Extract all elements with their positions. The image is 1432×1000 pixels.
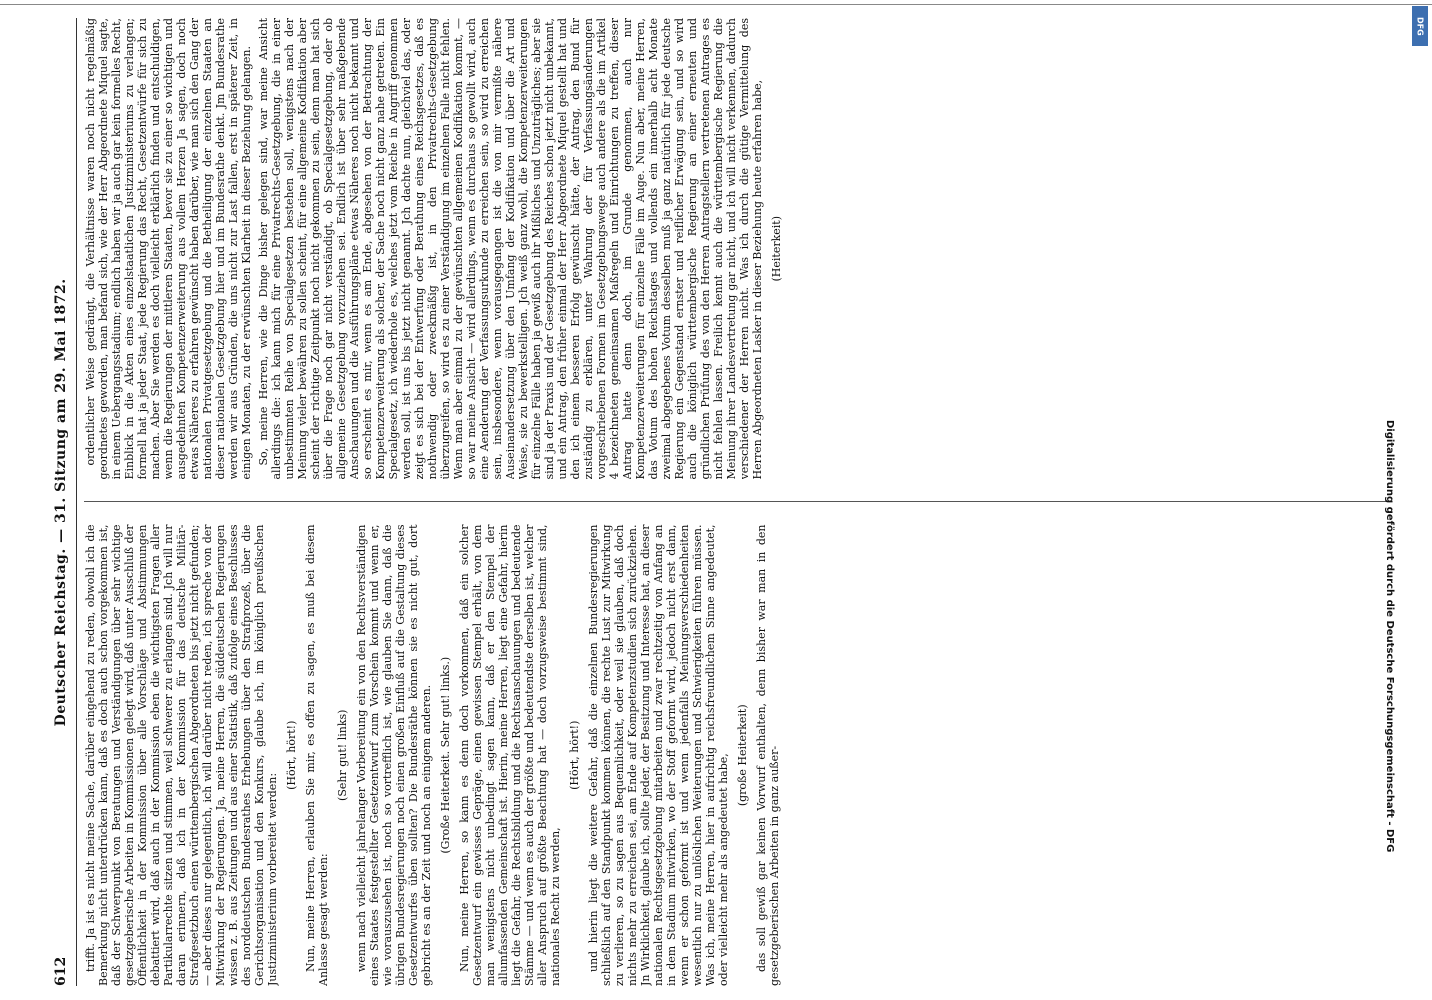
page-number: 612 [53,956,69,986]
digitization-credit: Digitalisierung gefördert durch die Deutsche Forschungsgemeinschaft - DFG [1384,420,1395,853]
interjection: (große Heiterkeit) [736,704,749,807]
column-divider [84,502,1390,503]
paragraph: wenn nach vielleicht jahrelanger Vorbereitung ein von den Rechtsverständigen eines Staates festgestellter Gesetzentwurf zum Vorschein kommt und wenn er, wie vorauszusehen ist, noch so vortrefflich ist, wie glauben Sie dann, daß die übrigen Bundesregierungen noch einen großen Einfluß auf die Gestaltung dieses Gesetzentwurfes üben sollten? Die Bundesräthe können sie es nicht gut, dort gebricht es an der Zeit und noch an einigem anderen. [355,524,433,986]
interjection: (Heiterkeit) [770,216,783,282]
paragraph: trifft. Ja ist es nicht meine Sache, darüber eingehend zu reden, obwohl ich die Bemerkung nicht unterdrücken kann, daß es doch auch schon vorgekommen ist, daß der Schwerpunkt von Beratungen und Verständigungen über sehr wichtige gesetzgeberische Arbeiten in Kommissionen gelegt wird, daß unter Ausschluß der Öffentlichkeit in der Kommission über alle Vorschläge und Abstimmungen debattiert wird, daß auch in der Kommission eben die wichtigsten Fragen aller Partikularrechte sitzen und stimmen, weil schwerer zu erlangen sind. Jch will nur daran erinnern, daß ich in der Kommission für das deutsche Militär-Strafgesetzbuch einen württembergischen Abgeordneten bis jetzt nicht gefunden; — aber dieses nur gelegentlich, ich will darüber nicht reden, ich spreche von der Mitwirkung der Regierungen. Ja, meine Herren, die süddeutschen Regierungen wissen z. B. aus Zeitungen und aus einer Statistik, daß zufolge eines Beschlusses des norddeutschen Bundesrathes Erhebungen über den Strafprozeß, über die Gerichtsorganisation und den Konkurs, glaube ich, im königlich preußischen Justizministerium vorbereitet werden: [84,524,279,986]
paragraph: und hierin liegt die weitere Gefahr, daß die einzelnen Bundesregierungen schließlich auf den Standpunkt kommen können, die rechte Lust zur Mitwirkung zu verlieren, so zu sagen aus Bequemlichkeit, oder weil sie glauben, daß doch nichts mehr zu erreichen sei, am Ende auf Kompetenzstudien sich zurückziehen. Jn Wirklichkeit, glaube ich, sollte jeder, der Besitzung und Interesse hat, an dieser nationalen Rechtsgesetzgebung mitarbeiten und zwar rechtzeitig von Anfang an in dem Stadium mitwirken, wo der Stoff geformt wird, jedoch nicht erst dann, wenn er schon geformt ist und wenn jedenfalls Meinungsverschiedenheiten wesentlich nur zu unlöslichen Weiterungen und Schwierigkeiten führen müssen. Was ich, meine Herren, hier in aufrichtig reichsfreundlichem Sinne angedeutet, oder vielleicht mehr als angedeutet habe, [587,524,730,986]
paragraph: ordentlicher Weise gedrängt, die Verhältnisse waren noch nicht regelmäßig geordnetes geworden, man befand sich, wie der Herr Abgeordnete Miquel sagte, in einem Uebergangsstadium; endlich haben wir ja auch gar kein formelles Recht, Einblick in die Akten eines einzelstaatlichen Justizministeriums zu verlangen; formell hat ja jeder Staat, jede Regierung das Recht, Gesetzentwürfe für sich zu machen. Aber Sie werden es doch vielleicht erklärlich finden und entschuldigen, wenn die Regierungen der mittleren Staaten, bevor sie zu einer so wichtigen und ausgedehnten Kompetenzerweiterung aus vollem Herzen Ja sagen, doch noch etwas Näheres zu erfahren gewünscht haben darüber, wie man sich den Gang der nationalen Privatgesetzgebung und die Betheiligung der einzelnen Staaten an dieser nationalen Gesetzgebung hier und im Bundesrathe denkt. Jm Bundesrathe werden wir aus Gründen, die uns nicht zur Last fallen, erst in späterer Zeit, in einigen Monaten, zu der erwünschten Klarheit in dieser Beziehung gelangen. [84,18,253,480]
dfg-logo-badge: DFG [1412,6,1428,46]
text-column-right [84,18,1390,480]
header-rule [76,18,77,986]
paragraph: So, meine Herren, wie die Dinge bisher gelegen sind, war meine Ansicht allerdings die: ich kann mich für eine Privatrechts-Gesetzgebung, die in einer unbestimmten Reihe von Specialgesetzen bestehen soll, wenigstens nach der Meinung vieler bewähren zu sollen scheint, für eine allgemeine Kodifikation aber scheint der richtige Zeitpunkt noch nicht gekommen zu sein, denn man hat sich über die Frage noch gar nicht verständigt, ob Specialgesetzgebung, oder ob allgemeine Gesetzgebung vorzuziehen sei. Endlich ist über sehr maßgebende Anschauungen und die Ausführungspläne etwas Näheres noch nicht bekannt und so erscheint es mir, wenn es am Ende, abgesehen von der Betrachtung der Kompetenzerweiterung als solcher, der Sache noch nicht ganz nahe getreten. Ein Specialgesetz, ich wiederhole es, welches jetzt vom Reiche in Angriff genommen werden soll, ist uns bis jetzt nicht genannt. Jch dachte nun, gleichviel das, oder zeigt es sich bei der Entwerfung oder Berathung eines Reichsgesetzes, daß es nothwendig oder zweckmäßig ist, in den Privatrechts-Gesetzgebung überzugreifen, so wird es zu einer Verständigung im einzelnen Falle nicht fehlen. Wenn man aber einmal zu der gewünschten allgemeinen Kodifikation kommt, — so war meine Ansicht — wird allerdings, wenn es durchaus so gewollt wird, auch eine Aenderung der Verfassungsurkunde zu erreichen sein, so wird zu erreichen sein, insbesondere, wenn vorausgegangen ist die von mir vermißte nähere Auseinandersetzung über den Umfang der Kodifikation und über die Art und Weise, sie zu bewerkstelligen. Jch weiß ganz wohl, die Kompetenzerweiterungen für einzelne Fälle haben ja gewiß auch ihr Mißliches und Unzuträgliches; aber sie sind ja der Praxis und der Gesetzgebung des Reiches schon jetzt nicht unbekannt, und ein Antrag, den früher einmal der Herr Abgeordnete Miquel gestellt hat und den ich einem besseren Erfolg gewünscht hätte, der Antrag, den Bund für zuständig zu erklären, unter Wahrung der für Verfassungsänderungen vorgeschriebenen Formen im Gesetzgebungswege auch andere als die im Artikel 4 bezeichneten gemeinsamen Maßregeln und Einrichtungen zu treffen, dieser Antrag hatte denn doch, im Grunde genommen, auch nur Kompetenzerweiterungen für einzelne Fälle im Auge. Nun aber, meine Herren, das Votum des hohen Reichstages und vollends ein innerhalb acht Monate zweimal abgegebenes Votum desselben muß ja ganz natürlich für jede deutsche Regierung ein Gegenstand ernster und reiflicher Erwägung sein, und so wird auch die königlich württembergische Regierung an einer erneuten und gründlichen Prüfung des von den Herren Antragstellern vertretenen Antrages es nicht fehlen lassen. Freilich kennt auch die württembergische Regierung die Meinung ihrer Landesvertretung gar nicht, und ich will nicht verkennen, dadurch verschiedener der Herren nicht. Was ich durch die gütige Vermittelung des Herren Abgeordneten Lasker in dieser Beziehung heute erfahren habe, [257,18,764,480]
paragraph: Nun, meine Herren, so kann es denn doch vorkommen, daß ein solcher Gesetzentwurf ein gewisses Gepräge, einen gewissen Stempel erhält, von dem man wenigstens nicht unbedingt sagen kann, daß er den Stempel der allumfassenden Gemeinschaft ist. Hierin, meine Herren, liegt eine Gefahr, hierin liegt die Gefahr, die Rechtsbildung und die Rechtsanschauungen und bedeutende Stämme — und wenn es auch der größte und bedeutendste derselben ist, welcher aller Anspruch auf größte Beachtung hat — doch vorzugsweise bestimmt sind, nationales Recht zu werden, [458,524,562,986]
interjection: (Hört, hört!) [568,720,581,790]
paragraph: Nun, meine Herren, erlauben Sie mir, es offen zu sagen, es muß bei diesem Anlasse gesagt werden: [304,524,330,986]
page-header [50,18,72,986]
interjection: (Sehr gut! links) [336,709,349,801]
running-header: Deutscher Reichstag. — 31. Sitzung am 29. Mai 1872. [53,278,69,727]
rotated-page-content [50,18,1390,986]
interjection: (Hört, hört!) [285,720,298,790]
text-columns [84,18,1390,986]
text-column-left [84,525,1390,987]
paragraph: das soll gewiß gar keinen Vorwurf enthalten, denn bisher war man in den gesetzgeberischen Arbeiten in ganz außer- [755,524,781,986]
interjection: (Große Heiterkeit. Sehr gut! links.) [439,656,452,854]
scan-edge-line [0,4,1432,5]
